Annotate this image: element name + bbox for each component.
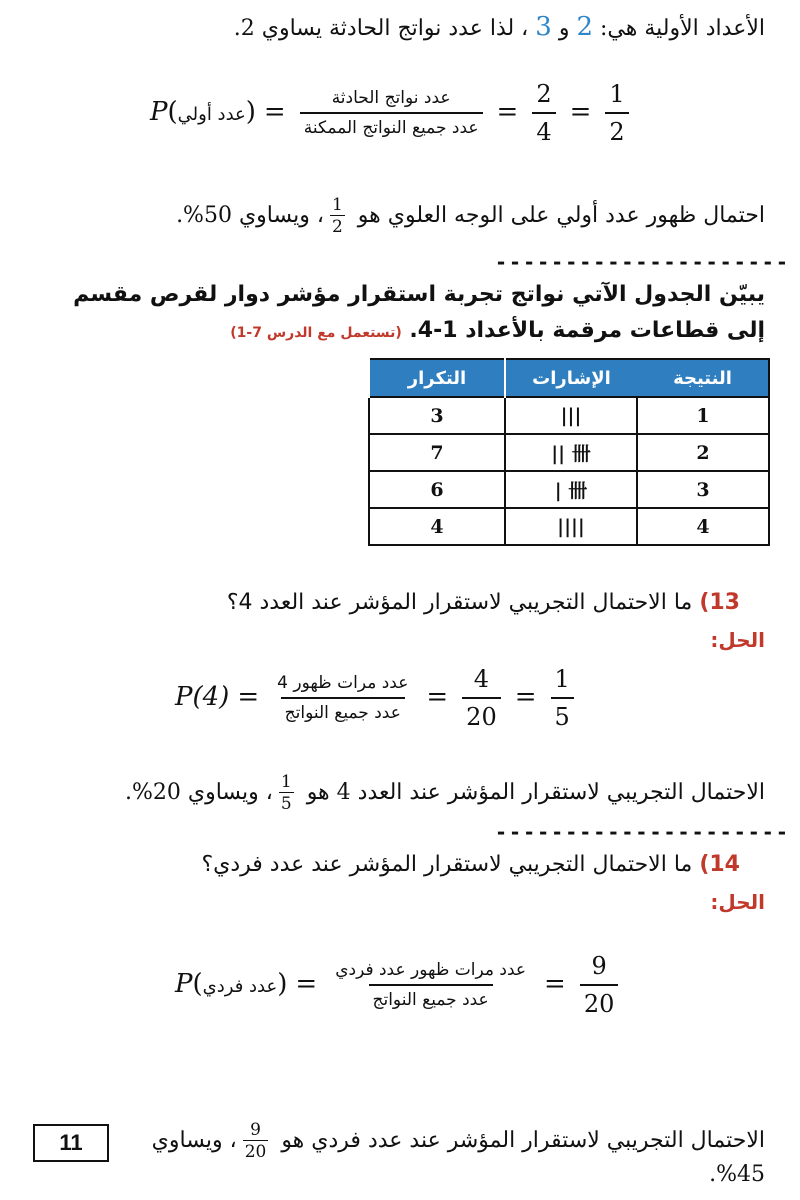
cell-tally: |||| bbox=[505, 508, 637, 545]
q13-stmt-num: 1 bbox=[280, 772, 292, 792]
q14-den-text: عدد جميع النواتج bbox=[369, 984, 493, 1010]
header-tally: الإشارات bbox=[505, 359, 637, 397]
q13-num-text: عدد مرات ظهور 4 bbox=[277, 673, 409, 693]
q13-solution-label: الحل: bbox=[710, 628, 765, 652]
eq1-fb-den: 2 bbox=[605, 112, 628, 146]
q14-stmt-den: 20 bbox=[244, 1142, 267, 1162]
cell-result: 2 bbox=[637, 434, 769, 471]
table-row bbox=[369, 508, 769, 545]
statement-q14 bbox=[115, 1120, 765, 1187]
cell-frequency: 4 bbox=[369, 508, 505, 545]
cell-result: 3 bbox=[637, 471, 769, 508]
divider-2: --------------------- bbox=[495, 820, 790, 844]
eq1-fa-num: 2 bbox=[536, 80, 552, 108]
cell-tally: ||| bbox=[505, 397, 637, 434]
problem-line-1: يبيّن الجدول الآتي نواتج تجربة استقرار مؤشر دوار لقرص مقسم bbox=[73, 282, 765, 307]
statement-prime bbox=[25, 195, 765, 237]
q13-fa-num: 4 bbox=[473, 665, 490, 693]
q14-text: ما الاحتمال التجريبي لاستقرار المؤشر عند عدد فردي؟ bbox=[201, 852, 700, 877]
stmt1-before: احتمال ظهور عدد أولي على الوجه العلوي هو bbox=[350, 203, 765, 228]
eq1-p: P bbox=[150, 97, 168, 127]
eq1-fraction-b bbox=[605, 80, 628, 146]
eq1-word-fraction bbox=[300, 88, 483, 138]
q14-stmt-after: ، ويساوي 45%. bbox=[151, 1128, 765, 1187]
q14-fa-num: 9 bbox=[591, 952, 607, 980]
lesson-hint: (تستعمل مع الدرس 7-1) bbox=[230, 325, 402, 341]
q13-fb-den: 5 bbox=[551, 697, 574, 731]
intro-suffix: ، لذا عدد نواتج الحادثة يساوي 2. bbox=[233, 16, 536, 41]
q13-lhs: P(4) bbox=[175, 682, 230, 712]
stmt1-fraction bbox=[330, 195, 345, 237]
q14-arg: عدد فردي bbox=[202, 976, 278, 997]
prime-3: 3 bbox=[535, 12, 552, 42]
q14-stmt-before: الاحتمال التجريبي لاستقرار المؤشر عند عدد فردي هو bbox=[274, 1128, 765, 1153]
page-number: 11 bbox=[33, 1124, 109, 1162]
problem-line-2 bbox=[25, 318, 765, 343]
q13-fa-den: 20 bbox=[462, 697, 501, 731]
eq1-den-text: عدد جميع النواتج الممكنة bbox=[300, 112, 483, 138]
cell-result: 4 bbox=[637, 508, 769, 545]
cell-frequency: 7 bbox=[369, 434, 505, 471]
cell-frequency: 6 bbox=[369, 471, 505, 508]
eq1-num-text: عدد نواتج الحادثة bbox=[331, 88, 451, 108]
eq1-fa-den: 4 bbox=[532, 112, 555, 146]
stmt1-den: 2 bbox=[331, 217, 343, 237]
header-result: النتيجة bbox=[637, 359, 769, 397]
prime-2: 2 bbox=[576, 12, 593, 42]
statement-q13 bbox=[25, 772, 765, 814]
divider-1: --------------------- bbox=[495, 250, 790, 274]
table-row bbox=[369, 471, 769, 508]
q14-fa-den: 20 bbox=[580, 984, 619, 1018]
table-row bbox=[369, 434, 769, 471]
cell-tally: 卌 || bbox=[505, 434, 637, 471]
q13-number: 13) bbox=[699, 590, 740, 615]
q13-stmt-den: 5 bbox=[280, 794, 292, 814]
stmt1-num: 1 bbox=[331, 195, 343, 215]
q14-fraction-a bbox=[580, 952, 619, 1018]
q14-num-text: عدد مرات ظهور عدد فردي bbox=[335, 960, 527, 980]
header-frequency: التكرار bbox=[369, 359, 505, 397]
q14-solution-label: الحل: bbox=[710, 890, 765, 914]
question-13 bbox=[40, 590, 740, 615]
eq1-fraction-a bbox=[532, 80, 555, 146]
q13-fb-num: 1 bbox=[554, 665, 570, 693]
q13-word-fraction bbox=[273, 673, 412, 723]
q14-stmt-num: 9 bbox=[250, 1120, 261, 1140]
intro-line bbox=[25, 12, 765, 42]
eq1-fb-num: 1 bbox=[609, 80, 625, 108]
eq1-arg: عدد أولي bbox=[177, 104, 246, 125]
cell-tally: 卌 | bbox=[505, 471, 637, 508]
q13-fraction-b bbox=[551, 665, 574, 731]
question-14 bbox=[40, 852, 740, 877]
intro-prefix: الأعداد الأولية هي: bbox=[593, 16, 765, 41]
problem-line-2-text: إلى قطاعات مرقمة بالأعداد 1-4. bbox=[409, 318, 765, 343]
q13-text: ما الاحتمال التجريبي لاستقرار المؤشر عند العدد 4؟ bbox=[226, 590, 700, 615]
equation-q13: P(4) = $\frac{\text{عدد مرات ظهور 4}}{\text{عدد جميع النواتج}}$ = $\frac{4}{20}$ = $\frac{1}{5}$ bbox=[175, 665, 580, 731]
stmt1-after: ، ويساوي 50%. bbox=[176, 203, 324, 228]
intro-and: و bbox=[551, 16, 577, 41]
q14-p: P bbox=[175, 969, 193, 999]
q13-fraction-a bbox=[462, 665, 501, 731]
q13-stmt-before: الاحتمال التجريبي لاستقرار المؤشر عند العدد 4 هو bbox=[299, 780, 765, 805]
q13-stmt-after: ، ويساوي 20%. bbox=[124, 780, 273, 805]
q14-number: 14) bbox=[699, 852, 740, 877]
q13-den-text: عدد جميع النواتج bbox=[281, 697, 405, 723]
equation-prime-probability: P(عدد أولي) = $\frac{\text{عدد نواتج الحادثة}}{\text{عدد جميع النواتج الممكنة}}$ = $\frac{2}{4}$ = $\frac{1}{2}$ bbox=[150, 80, 635, 146]
q14-stmt-fraction bbox=[243, 1120, 269, 1162]
frequency-table bbox=[368, 358, 770, 546]
q14-word-fraction bbox=[331, 960, 530, 1010]
cell-result: 1 bbox=[637, 397, 769, 434]
q13-stmt-fraction bbox=[279, 772, 294, 814]
equation-q14: P(عدد فردي) = $\frac{\text{عدد مرات ظهور عدد فردي}}{\text{عدد جميع النواتج}}$ = $\frac{9}{20}$ bbox=[175, 952, 624, 1018]
cell-frequency: 3 bbox=[369, 397, 505, 434]
table-row bbox=[369, 397, 769, 434]
